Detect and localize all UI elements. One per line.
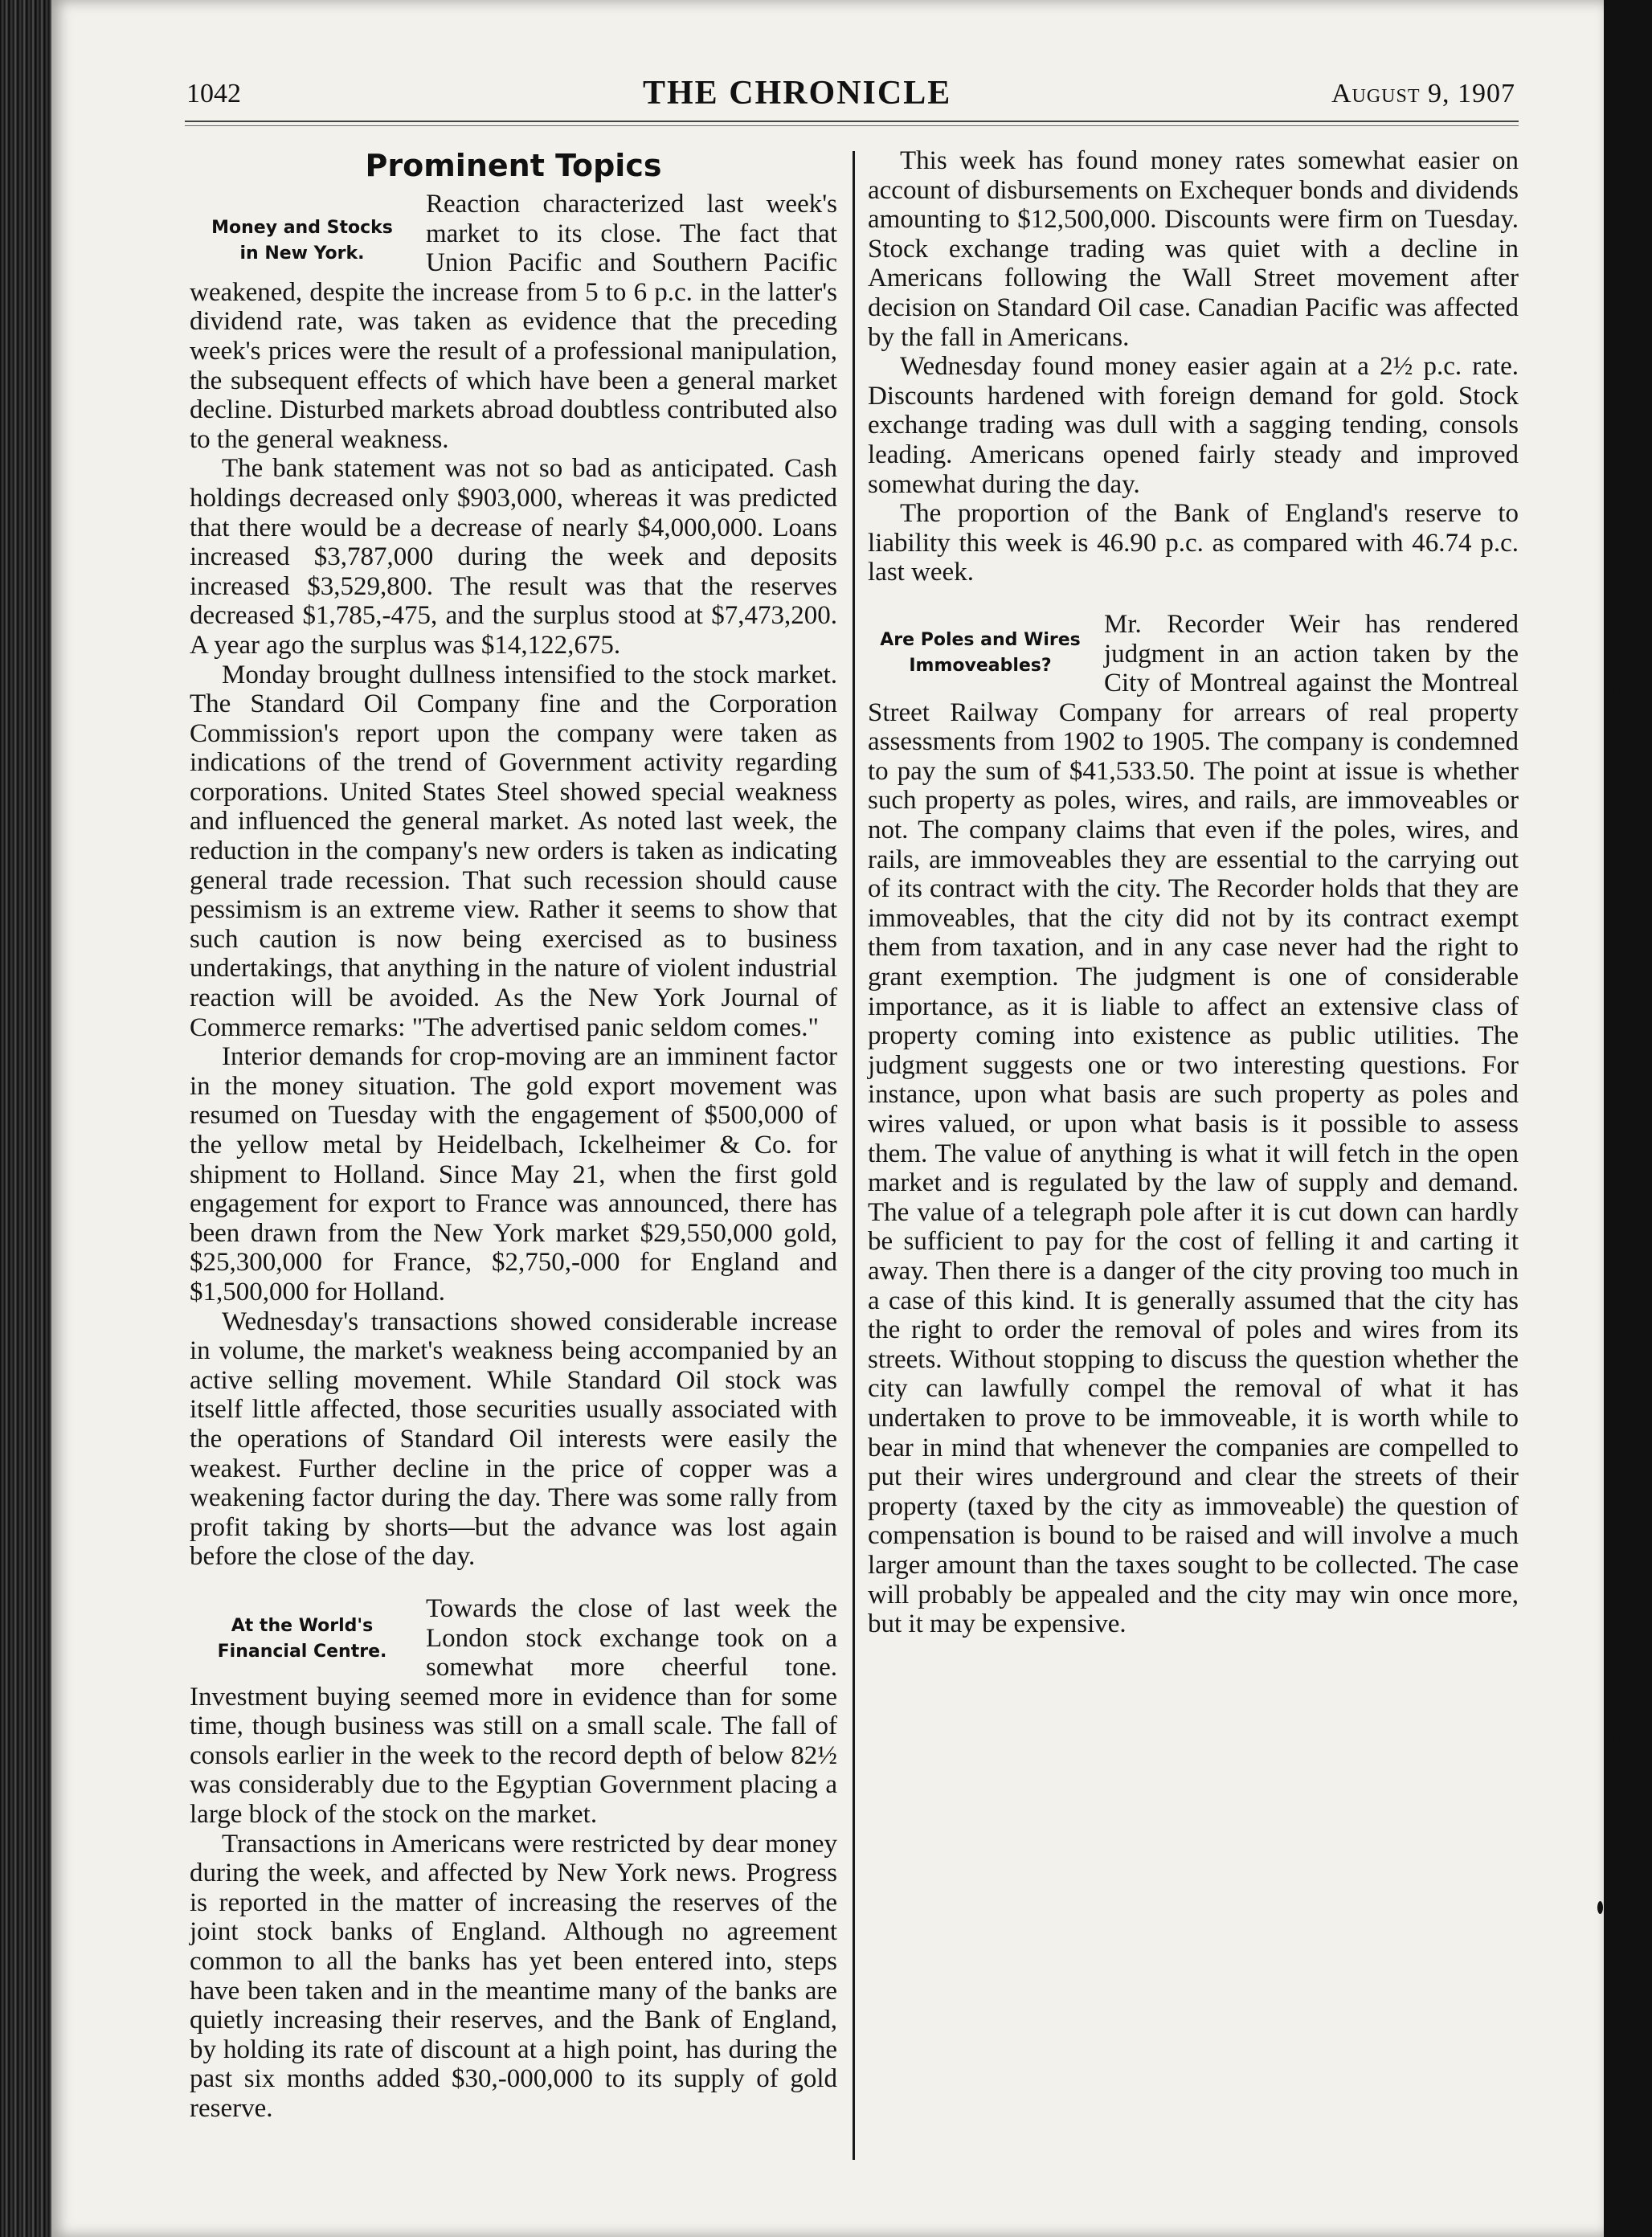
article-paragraph: Towards the close of last week the London stock exchange took on a somewhat more cheerful tone. Investment buying seemed more in evidence than for some time, though business was still on a small scale. The fall of consols earlier in the week to the record depth of below 82½ was considerably due to the Egyptian Government placing a large block of the stock on the market. <box>190 1593 837 1830</box>
side-heading-line: Financial Centre. <box>217 1641 387 1662</box>
article-paragraph: Monday brought dullness intensified to the stock market. The Standard Oil Company fine and the Corporation Commission's report upon the company were taken as indications of the trend of Government activity regarding corporations. United States Steel showed special weakness and influenced the general market. As noted last week, the reduction in the company's new orders is taken as indicating general trade recession. That such recession should cause pessimism is an extreme view. Rather it seems to show that such caution is now being exercised as to business undertakings, that anything in the nature of violent industrial reaction will be avoided. As the New York Journal of Commerce remarks: "The advertised panic seldom comes." <box>190 660 837 1042</box>
issue-date: August 9, 1907 <box>1331 79 1515 108</box>
page-number: 1042 <box>186 79 241 108</box>
article-paragraph: The proportion of the Bank of England's reserve to liability this week is 46.90 p.c. as compared with 46.74 p.c. last week. <box>868 499 1519 587</box>
article-paragraph: This week has found money rates somewhat easier on account of disbursements on Exchequer bonds and dividends amounting to $12,500,000. Discounts were firm on Tuesday. Stock exchange trading was quiet with a decline in Americans following the Wall Street movement after decision on Standard Oil case. Canadian Pacific was affected by the fall in Americans. <box>868 146 1519 352</box>
book-binding <box>0 0 51 2237</box>
margin-mark <box>1597 1901 1603 1914</box>
margin-mark <box>1613 1210 1620 1221</box>
side-heading-financial-centre <box>190 1613 415 1665</box>
journal-title: THE CHRONICLE <box>643 75 952 112</box>
side-heading-line: in New York. <box>239 243 365 264</box>
article-paragraph: Wednesday's transactions showed considerable increase in volume, the market's weakness being accompanied by an active selling movement. While Standard Oil stock was itself little affected, those securities usually associated with the operations of Standard Oil interests were easily the weakest. Further decline in the price of copper was a weakening factor during the day. There was some rally from profit taking by shorts—but the advance was lost again before the close of the day. <box>190 1307 837 1572</box>
section-title: Prominent Topics <box>365 148 662 183</box>
article-paragraph: Interior demands for crop-moving are an imminent factor in the money situation. The gold export movement was resumed on Tuesday with the engagement of $500,000 of the yellow metal by Heidelbach, Ickelheimer & Co. for shipment to Holland. Since May 21, when the first gold engagement for export to France was announced, there has been drawn from the New York market $29,550,000 gold, $25,300,000 for France, $2,750,-000 for England and $1,500,000 for Holland. <box>190 1042 837 1307</box>
side-heading-line: At the World's <box>231 1615 374 1636</box>
side-heading-money-stocks <box>190 215 415 267</box>
left-column <box>190 146 837 2124</box>
article-paragraph: Transactions in Americans were restricted by dear money during the week, and affected by New York news. Progress is reported in the matter of increasing the reserves of the joint stock banks of England. Although no agreement common to all the banks has yet been entered into, steps have been taken and in the meantime many of the banks are quietly increasing their reserves, and the Bank of England, by holding its rate of discount at a high point, has during the past six months added $30,-000,000 to its supply of gold reserve. <box>190 1829 837 2123</box>
article-paragraph: The bank statement was not so bad as anticipated. Cash holdings decreased only $903,000, whereas it was predicted that there would be a decrease of nearly $4,000,000. Loans increased $3,787,000 during the week and deposits increased $3,529,800. The result was that the reserves decreased $1,785,-475, and the surplus stood at $7,473,200. A year ago the surplus was $14,122,675. <box>190 454 837 660</box>
article-paragraph: Wednesday found money easier again at a 2½ p.c. rate. Discounts hardened with foreign demand for gold. Stock exchange trading was dull with a sagging tending, consols leading. Americans opened fairly steady and improved somewhat during the day. <box>868 352 1519 499</box>
article-paragraph: Reaction characterized last week's market to its close. The fact that Union Pacific and Southern Pacific weakened, despite the increase from 5 to 6 p.c. in the latter's dividend rate, was taken as evidence that the preceding week's prices were the result of a professional manipulation, the subsequent effects of which have been a general market decline. Disturbed markets abroad doubtless contributed also to the general weakness. <box>190 190 837 454</box>
margin-mark <box>1611 170 1619 185</box>
side-heading-poles-wires <box>868 628 1093 679</box>
margin-mark <box>1613 685 1620 696</box>
running-header <box>145 74 1523 122</box>
side-heading-line: Immoveables? <box>909 655 1052 676</box>
header-rule <box>185 121 1519 126</box>
article-paragraph: Mr. Recorder Weir has rendered judgment in an action taken by the City of Montreal against the Montreal Street Railway Company for arrears of real property assessments from 1902 to 1905. The company is condemned to pay the sum of $41,533.50. The point at issue is whether such property as poles, wires, and rails, are immoveables or not. The company claims that even if the poles, wires, and rails, are immoveables they are essential to the carrying out of its contract with the city. The Recorder holds that they are immoveables, that the city did not by its contract exempt them from taxation, and in any case never had the right to grant exemption. The judgment is one of considerable importance, as it is liable to affect an extensive class of property coming into existence as public utilities. The judgment suggests one or two interesting questions. For instance, upon what basis are such property as poles and wires valued, or upon what basis is it possible to assess them. The value of anything is what it will fetch in the open market and is regulated by the law of supply and demand. The value of a telegraph pole after it is cut down can hardly be sufficient to pay for the cost of felling it and carting it away. Then there is a danger of the city proving too much in a case of this kind. It is generally assumed that the city has the right to order the removal of poles and wires from its streets. Without stopping to discuss the question whether the city can lawfully compel the removal of what it has undertaken to prove to be immoveable, it is worth while to bear in mind that whenever the companies are compelled to put their wires underground and clear the streets of their property (taxed by the city as immoveable) the question of compensation is bound to be raised and will involve a much larger amount than the taxes sought to be collected. The case will probably be appealed and the city may win once more, but it may be expensive. <box>868 609 1519 1639</box>
side-heading-line: Money and Stocks <box>211 218 393 238</box>
column-rule <box>853 151 855 2160</box>
side-heading-line: Are Poles and Wires <box>880 629 1081 650</box>
right-column <box>868 146 1519 1639</box>
margin-mark <box>1613 1732 1620 1743</box>
right-page-edge <box>1604 0 1652 2237</box>
